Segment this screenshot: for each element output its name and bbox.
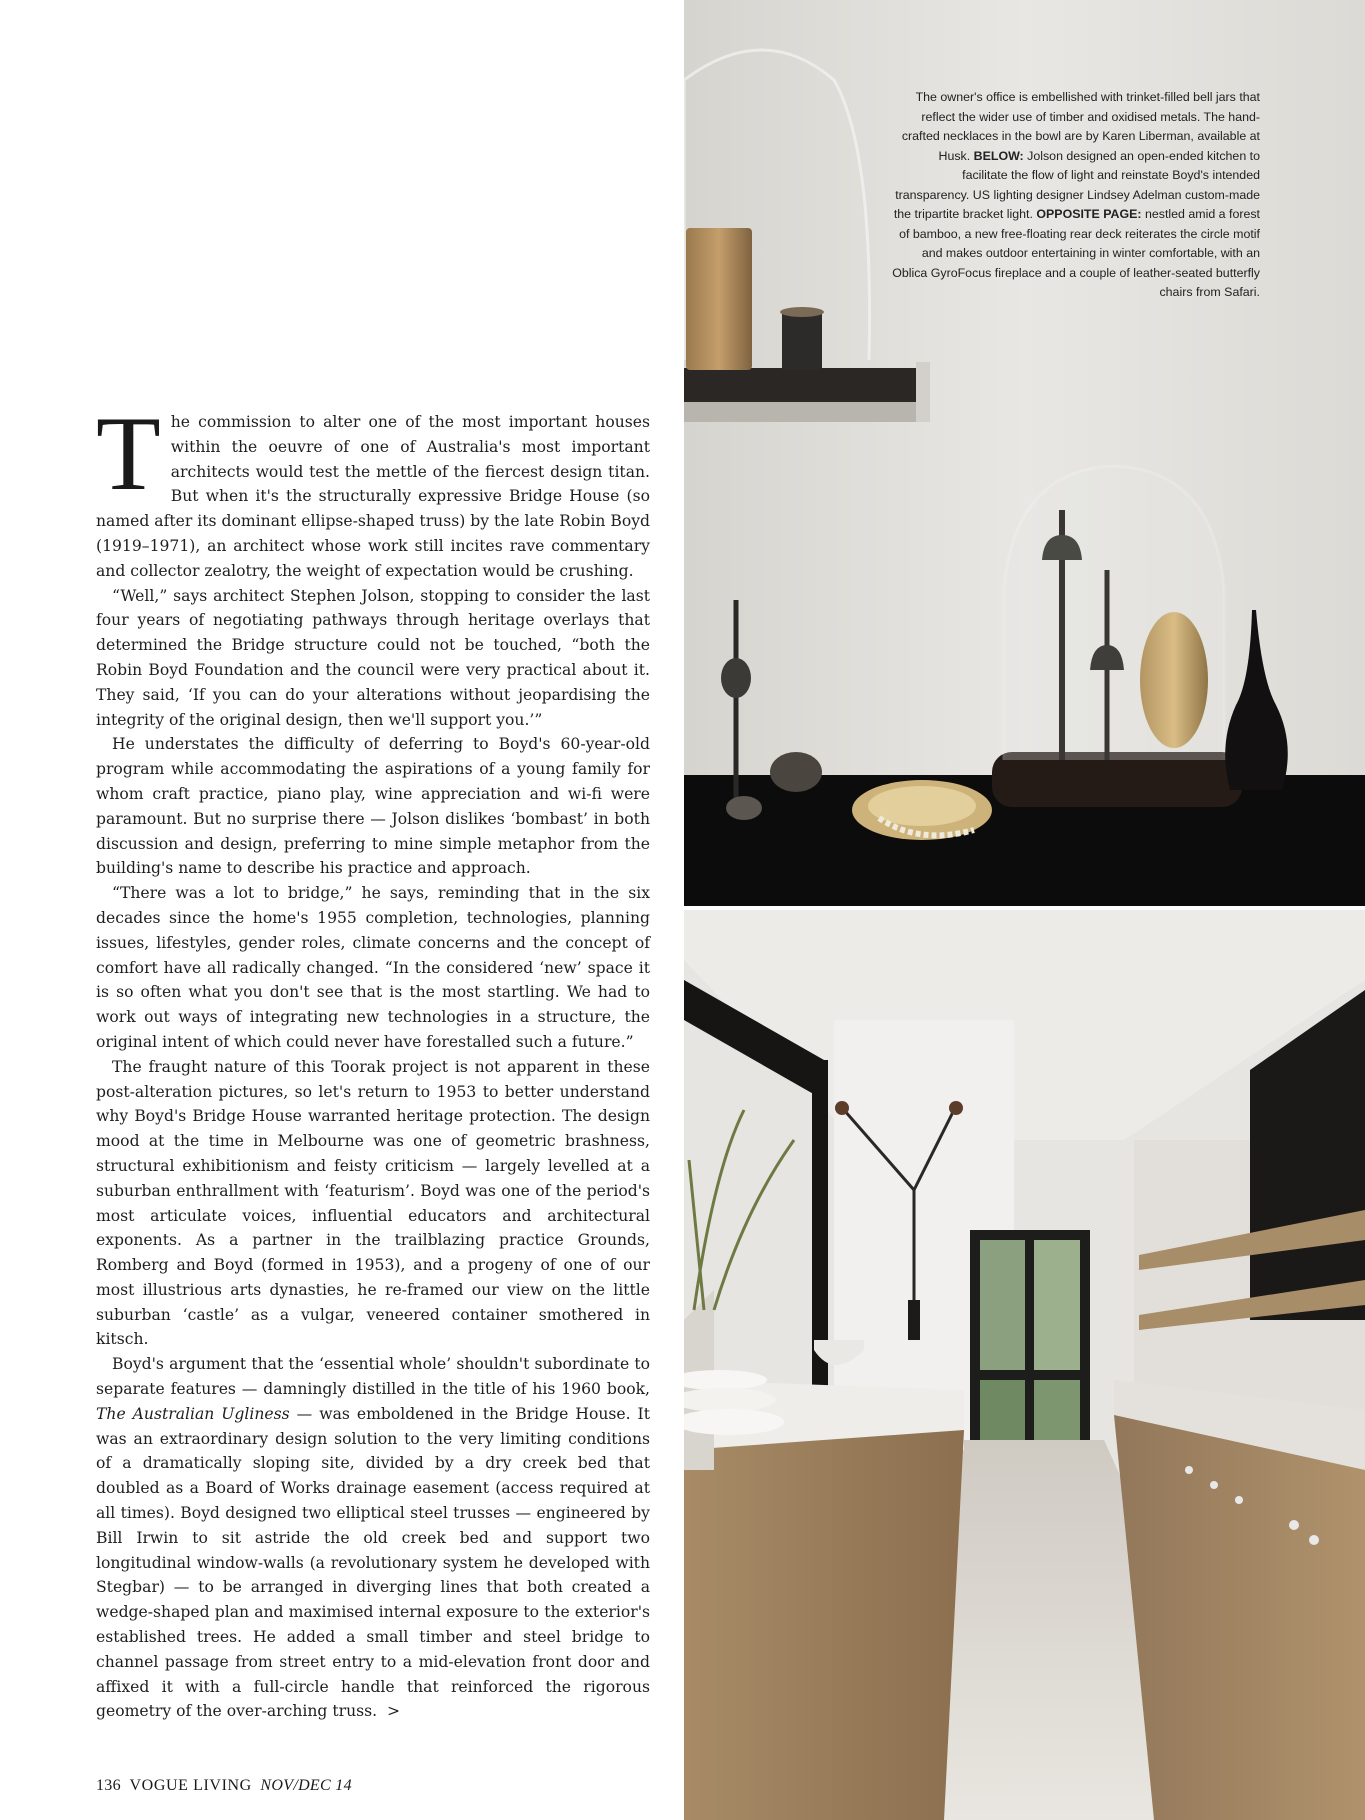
caption-office-text: The owner's office is embellished with trinket-filled bell jars that reflect the wider use of timber and oxidised metals. The hand-crafted necklaces in the bowl are by Karen Liberman, available at Husk. xyxy=(901,90,1260,163)
caption-kitchen-text: Jolson designed an open-ended kitchen to facilitate the flow of light and reinstate Boyd's intended transparency. US lighting designer Lindsey Adelman custom-made the tripartite bracket light. xyxy=(893,148,1260,221)
caption-below-label: BELOW: xyxy=(973,148,1024,163)
paragraph-6-text-start: Boyd's argument that the ‘essential whole’ shouldn't subordinate to separate features — damningly distilled in the title of his 1960 book, xyxy=(96,1355,650,1399)
article-body xyxy=(96,395,650,1724)
paragraph-3: He understates the difficulty of deferring to Boyd's 60-year-old program while accommodating the aspirations of a young family for whom craft practice, piano play, wine appreciation and wi-fi were paramount. But no surprise there — Jolson dislikes ‘bombast’ in both discussion and design, preferring to mine simple metaphor from the building's name to describe his practice and approach. xyxy=(96,735,650,878)
paragraph-2: “Well,” says architect Stephen Jolson, stopping to consider the last four years of negotiating pathways through heritage overlays that determined the Bridge structure could not be touched, “both the Robin Boyd Foundation and the council were very practical about it. They said, ‘If you can do your alterations without jeopardising the integrity of the original design, then we'll support you.’” xyxy=(96,586,650,729)
page-number: 136 xyxy=(96,1777,121,1794)
photo-caption xyxy=(890,88,1260,303)
paragraph-1 xyxy=(96,395,650,584)
book-title: The Australian Ugliness xyxy=(96,1404,290,1423)
magazine-name: VOGUE LIVING xyxy=(129,1777,252,1794)
paragraph-4: “There was a lot to bridge,” he says, reminding that in the six decades since the home's 1955 completion, technologies, planning issues, lifestyles, gender roles, climate concerns and the concept of comfort have all radically changed. “In the considered ‘new’ space it is so often what you don't see that is the most startling. We had to work out ways of integrating new technologies in a structure, the original intent of which could never have forestalled such a future.” xyxy=(96,884,650,1051)
paragraph-5: The fraught nature of this Toorak project is not apparent in these post-alteration pictures, so let's return to 1953 to better understand why Boyd's Bridge House warranted heritage protection. The design mood at the time in Melbourne was one of geometric brashness, structural exhibitionism and feisty criticism — largely levelled at a suburban enthrallment with ‘featurism’. Boyd was one of the period's most articulate voices, influential educators and architectural exponents. As a partner in the trailblazing practice Grounds, Romberg and Boyd (formed in 1953), and a progeny of one of our most illustrious arts dynasties, he re-framed our view on the little suburban ‘castle’ as a vulgar, veneered container smothered in kitsch. xyxy=(96,1057,650,1349)
issue-date: NOV/DEC 14 xyxy=(260,1777,352,1794)
folio xyxy=(96,1777,352,1795)
photo-kitchen xyxy=(684,910,1365,1820)
caption-opposite-label: OPPOSITE PAGE: xyxy=(1036,207,1142,221)
paragraph-6-text-end: — was emboldened in the Bridge House. It was an extraordinary design solution to the very limiting conditions of a dramatically sloping site, divided by a dry creek bed that doubled as a Board of Works drainage easement (access required at all times). Boyd designed two elliptical steel trusses — engineered by Bill Irwin to sit astride the old creek bed and support two longitudinal window-walls (a revolutionary system he developed with Stegbar) — to be arranged in diverging lines that both created a wedge-shaped plan and maximised internal exposure to the exterior's established trees. He added a small timber and steel bridge to channel passage from street entry to a mid-elevation front door and affixed it with a full-circle handle that reinforced the rigorous geometry of the over-arching truss. xyxy=(96,1404,650,1721)
continue-arrow: > xyxy=(387,1702,401,1721)
paragraph-6 xyxy=(96,1352,650,1724)
drop-cap: T xyxy=(96,395,161,512)
caption-deck-text: nestled amid a forest of bamboo, a new free-floating rear deck reiterates the circle motif and makes outdoor entertaining in winter comfortable, with an Oblica GyroFocus fireplace and a couple of leather-seated butterfly chairs from Safari. xyxy=(892,207,1260,299)
paragraph-1-text: he commission to alter one of the most important houses within the oeuvre of one of Australia's most important architects would test the mettle of the fiercest design titan. But when it's the structurally expressive Bridge House (so named after its dominant ellipse-shaped truss) by the late Robin Boyd (1919–1971), an architect whose work still incites rave commentary and collector zealotry, the weight of expectation would be crushing. xyxy=(96,413,650,580)
